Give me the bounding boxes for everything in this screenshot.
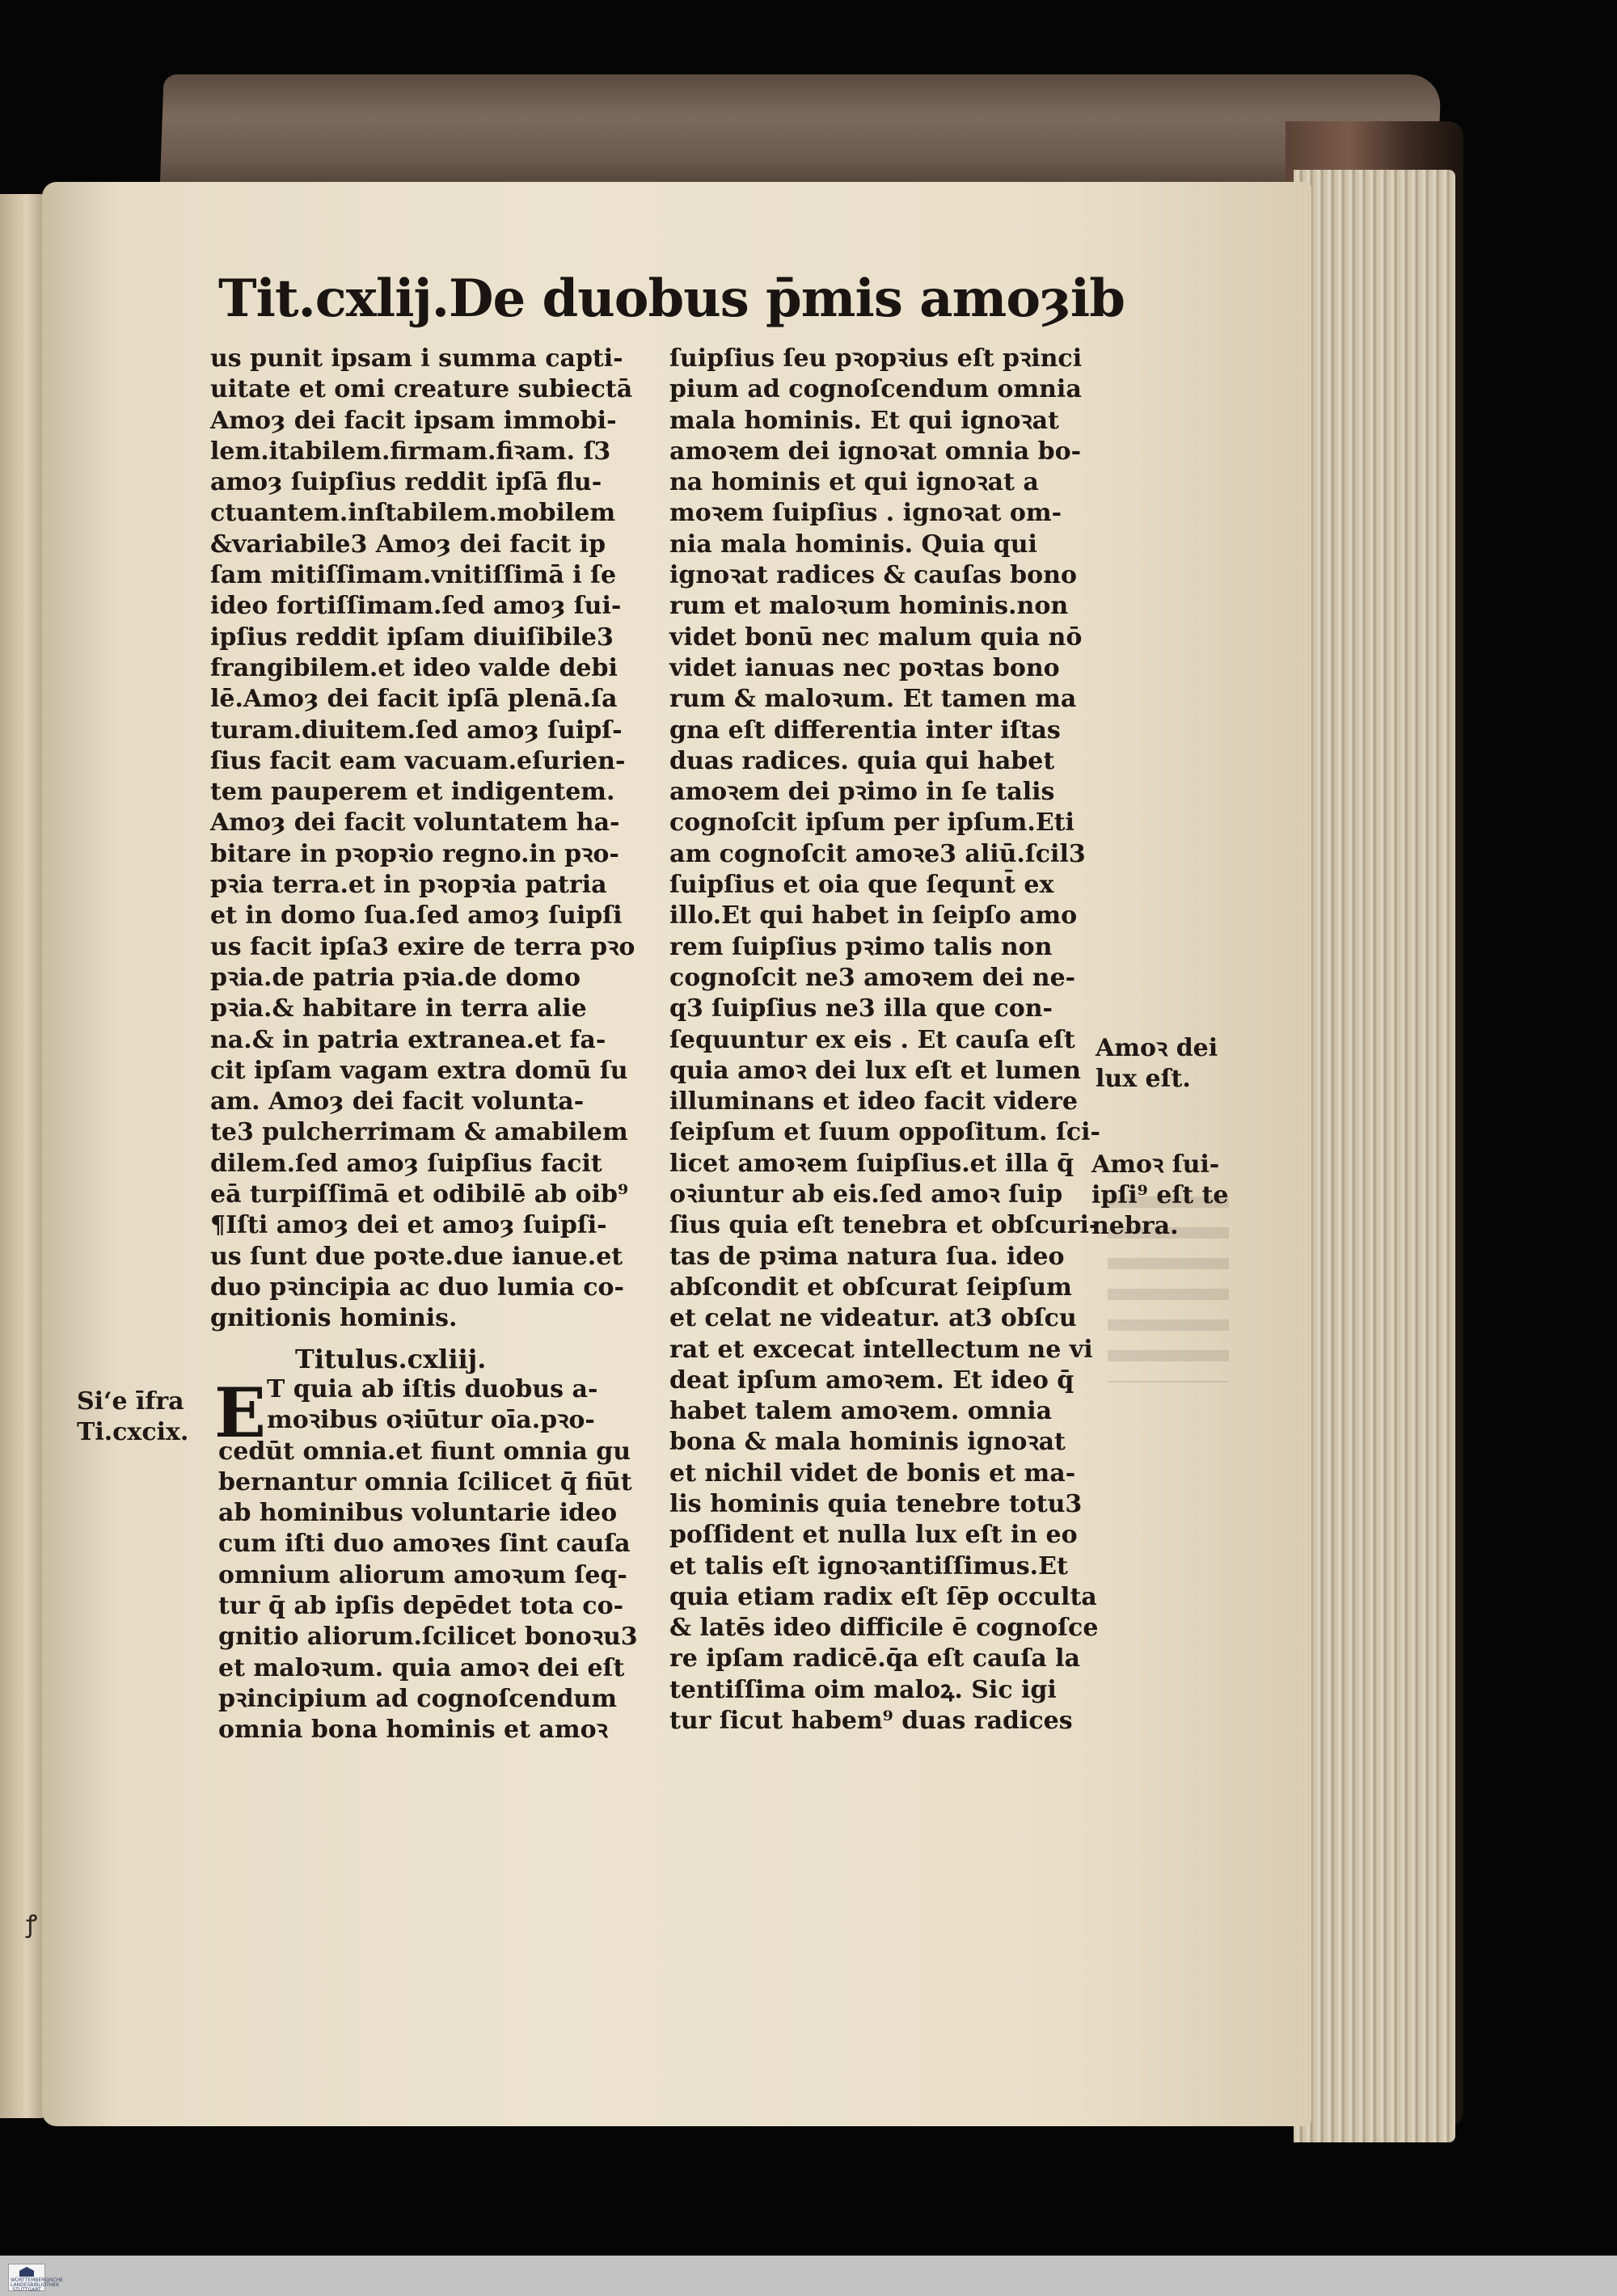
building-shape [19, 2267, 34, 2277]
margin-note-line: ipſi⁹ eſt te [1091, 1181, 1229, 1209]
text-line: licet amoꝛem ſuipſius.et illa q̄ [669, 1149, 1074, 1178]
book-cover-top [159, 74, 1441, 196]
text-line: mala hominis. Et qui ignoꝛat [669, 406, 1059, 435]
left-column-second-section [218, 1374, 639, 1746]
text-line: cum iſti duo amoꝛes ſint cauſa [218, 1530, 631, 1559]
text-line: videt ianuas nec poꝛtas bono [669, 653, 1060, 682]
text-line: ſam mitiſſimam.vnitiſſimā i ſe [210, 561, 617, 590]
text-line: deat ipſum amoꝛem. Et ideo q̄ [669, 1365, 1074, 1395]
text-line: et celat ne videatur. at3 obſcu [669, 1304, 1077, 1333]
text-line: abſcondit et obſcurat ſeipſum [669, 1273, 1072, 1302]
text-line: ideo fortiſſimam.ſed amoȝ ſui- [210, 592, 622, 621]
text-line: dilem.ſed amoȝ ſuipſius facit [210, 1149, 602, 1178]
text-line: pꝛincipium ad cognoſcendum [218, 1684, 617, 1713]
text-line: quia amoꝛ dei lux eſt et lumen [669, 1056, 1081, 1085]
text-line: frangibilem.et ideo valde debi [210, 653, 618, 682]
text-line: re ipſam radicē.q̄a eſt cauſa la [669, 1644, 1080, 1673]
chapter-heading: Tit.cxlij.De duobus p̄mis amoȝib [218, 268, 1125, 329]
text-line: quia etiam radix eſt ſēp occulta [669, 1582, 1097, 1611]
text-line: tentiſſima oim maloꝝ. Sic igi [669, 1675, 1057, 1704]
text-line: ctuantem.inſtabilem.mobilem [210, 499, 616, 528]
text-line: us ſunt due poꝛte.due ianue.et [210, 1242, 623, 1271]
decorated-initial: E [214, 1373, 267, 1453]
text-line: ſius facit eam vacuam.eſurien- [210, 746, 626, 775]
chapter-subheading: Titulus.cxliij. [295, 1344, 487, 1374]
text-line: & latēs ideo difficile ē cognoſce [669, 1614, 1099, 1643]
text-line: ipſius reddit ipſam diuiſibile3 [210, 623, 614, 652]
text-line: duas radices. quia qui habet [669, 746, 1055, 775]
text-line: videt bonū nec malum quia nō [669, 623, 1083, 652]
margin-note-line: Amoꝛ dei [1096, 1034, 1218, 1062]
left-column [210, 344, 647, 1335]
text-line: pium ad cognoſcendum omnia [669, 375, 1082, 404]
margin-note-right-light [1096, 1033, 1218, 1095]
text-line: tas de pꝛima natura ſua. ideo [669, 1242, 1065, 1271]
text-line: ſuipſius et oia que ſequnt̄ ex [669, 871, 1054, 900]
text-line: lem.itabilem.firmam.fiꝛam. ſ3 [210, 437, 611, 466]
text-line: omnia bona hominis et amoꝛ [218, 1716, 608, 1745]
text-line: lē.Amoȝ dei facit ipſā plenā.ſa [210, 685, 618, 714]
margin-note-line: Si‘e īfra [77, 1387, 184, 1416]
text-line: rum et maloꝛum hominis.non [669, 592, 1069, 621]
text-line: na.& in patria extranea.et fa- [210, 1025, 606, 1054]
text-line: bitare in pꝛopꝛio regno.in pꝛo- [210, 839, 619, 868]
text-line: ſuipſius ſeu pꝛopꝛius eſt pꝛinci [669, 344, 1083, 373]
text-line: Amoȝ dei facit ipsam immobi- [210, 406, 617, 435]
text-line: ab hominibus voluntarie ideo [218, 1499, 618, 1528]
text-line: gnitionis hominis. [210, 1304, 458, 1333]
left-page-mark: ꝭ [26, 1910, 38, 1939]
left-page-edge [0, 194, 49, 2118]
text-line: ſeipſum et ſuum oppoſitum. ſci- [669, 1118, 1100, 1147]
text-line: tem pauperem et indigentem. [210, 778, 615, 807]
text-line: oꝛiuntur ab eis.ſed amoꝛ ſuip [669, 1180, 1063, 1209]
text-line: poſſident et nulla lux eſt in eo [669, 1521, 1078, 1550]
text-line: cognoſcit ne3 amoꝛem dei ne- [669, 963, 1076, 992]
text-line: turam.diuitem.ſed amoȝ ſuipſ- [210, 715, 623, 745]
text-line: illuminans et ideo facit videre [669, 1087, 1078, 1116]
text-line: pꝛia terra.et in pꝛopꝛia patria [210, 871, 607, 900]
text-line: T quia ab iſtis duobus a- [267, 1375, 598, 1403]
text-line: ignoꝛat radices & cauſas bono [669, 561, 1077, 590]
text-line: illo.Et qui habet in ſeipſo amo [669, 901, 1078, 931]
text-line: amoꝛem dei ignoꝛat omnia bo- [669, 437, 1082, 466]
text-line: lis hominis quia tenebre totu3 [669, 1489, 1083, 1518]
text-line: ſius quia eſt tenebra et obſcuri- [669, 1211, 1100, 1240]
text-line: moꝛibus oꝛiūtur oīa.pꝛo- [267, 1406, 595, 1435]
text-line: amoȝ ſuipſius reddit ipſā flu- [210, 468, 602, 497]
text-line: et nichil videt de bonis et ma- [669, 1458, 1076, 1488]
text-line: cedūt omnia.et fiunt omnia gu [218, 1437, 631, 1466]
margin-note-line: lux eſt. [1096, 1065, 1191, 1093]
margin-note-right-darkness [1091, 1150, 1229, 1242]
text-line: rem ſuipſius pꝛimo talis non [669, 932, 1053, 961]
library-logo-text: WÜRTTEMBERGISCHE LANDESBIBLIOTHEK STUTTGART [11, 2277, 64, 2293]
text-line: cit ipſam vagam extra domū ſu [210, 1056, 628, 1085]
text-line: gnitio aliorum.ſcilicet bonoꝛu3 [218, 1623, 638, 1652]
text-line: pꝛia.de patria pꝛia.de domo [210, 963, 581, 992]
text-line: duo pꝛincipia ac duo lumia co- [210, 1273, 624, 1302]
text-line: &variabile3 Amoȝ dei facit ip [210, 530, 606, 559]
text-line: rum & maloꝛum. Et tamen ma [669, 685, 1077, 714]
text-line: bernantur omnia ſcilicet q̄ fiūt [218, 1467, 632, 1496]
text-line: tur q̄ ab ipſis depēdet tota co- [218, 1592, 624, 1621]
text-line: et talis eſt ignoꝛantiſſimus.Et [669, 1551, 1068, 1581]
text-line: ¶Iſti amoȝ dei et amoȝ ſuipſi- [210, 1211, 607, 1240]
text-line: et maloꝛum. quia amoꝛ dei eſt [218, 1653, 625, 1682]
text-line: te3 pulcherrimam & amabilem [210, 1118, 628, 1147]
text-line: gna eſt differentia inter iſtas [669, 715, 1061, 745]
text-line: Amoȝ dei facit voluntatem ha- [210, 808, 620, 838]
text-line: et in domo ſua.ſed amoȝ ſuipſi [210, 901, 623, 931]
margin-note-line: Amoꝛ ſui- [1091, 1150, 1220, 1179]
text-line: q3 ſuipſius ne3 illa que con- [669, 994, 1053, 1023]
text-line: tur ſicut habem⁹ duas radices [669, 1707, 1073, 1736]
text-line: uitate et omi creature subiectā [210, 375, 633, 404]
text-line: rat et excecat intellectum ne vi [669, 1335, 1093, 1364]
text-line: us punit ipsam i summa capti- [210, 344, 623, 373]
text-line: ſequuntur ex eis . Et cauſa eſt [669, 1025, 1075, 1054]
margin-note-left [77, 1386, 188, 1448]
viewer-footer-bar [0, 2256, 1617, 2296]
text-line: na hominis et qui ignoꝛat a [669, 468, 1039, 497]
text-line: nia mala hominis. Quia qui [669, 530, 1037, 559]
text-line: am cognoſcit amoꝛe3 aliū.ſcil3 [669, 839, 1086, 868]
page-edges [1294, 170, 1455, 2142]
text-line: am. Amoȝ dei facit volunta- [210, 1087, 585, 1116]
text-line: cognoſcit ipſum per ipſum.Eti [669, 808, 1074, 838]
text-line: pꝛia.& habitare in terra alie [210, 994, 587, 1023]
margin-note-line: nebra. [1091, 1212, 1179, 1240]
library-building-icon [8, 2264, 64, 2293]
text-line: omnium aliorum amoꝛum ſeq- [218, 1560, 627, 1589]
text-line: bona & mala hominis ignoꝛat [669, 1428, 1066, 1457]
text-line: us facit ipſa3 exire de terra pꝛo [210, 932, 635, 961]
text-line: amoꝛem dei pꝛimo in ſe talis [669, 778, 1055, 807]
text-line: eā turpiſſimā et odibilē ab oib⁹ [210, 1180, 629, 1209]
text-line: moꝛem ſuipſius . ignoꝛat om- [669, 499, 1062, 528]
right-column [669, 344, 1106, 1737]
text-line: habet talem amoꝛem. omnia [669, 1397, 1053, 1426]
margin-note-line: Ti.cxcix. [77, 1418, 189, 1446]
